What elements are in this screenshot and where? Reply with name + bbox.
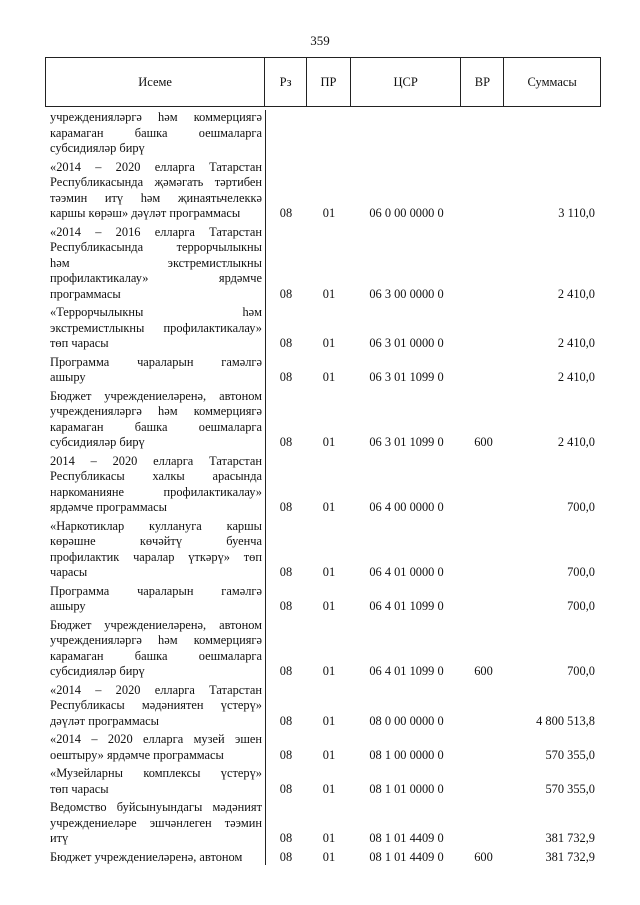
row-vr: 600 bbox=[474, 664, 493, 678]
row-pr: 01 bbox=[322, 713, 336, 728]
row-rz: 08 bbox=[279, 599, 293, 613]
row-name-line: «Музейларны комплексы үстерү» bbox=[50, 766, 262, 780]
row-name-line: «Террорчылыкны һәм bbox=[50, 305, 262, 319]
row-name-line: Программа чараларын гамәлгә bbox=[50, 583, 262, 598]
row-name-line: Бюджет учреждениеләренә, автоном bbox=[50, 849, 243, 864]
row-name-line: карамаган башка оешмаларга bbox=[50, 125, 262, 140]
table-row bbox=[45, 454, 601, 516]
header-vr: ВР bbox=[461, 58, 504, 106]
row-pr: 01 bbox=[322, 336, 336, 350]
row-rz: 08 bbox=[279, 336, 293, 350]
row-rz: 08 bbox=[279, 849, 293, 864]
table-row bbox=[45, 160, 601, 222]
row-name bbox=[45, 584, 265, 615]
row-pr: 01 bbox=[322, 849, 336, 864]
row-rz: 08 bbox=[279, 664, 293, 678]
table-row bbox=[45, 683, 601, 730]
row-name-line: экстремистлыкны профилактикалау» bbox=[50, 320, 262, 335]
row-name-line: чарасы bbox=[50, 565, 88, 579]
table-body bbox=[45, 110, 601, 865]
row-sum: 2 410,0 bbox=[557, 336, 595, 350]
row-name-line: Республикасы мәдәниятен үстерү» bbox=[50, 698, 262, 712]
row-name-line: учрежденияләргә һәм коммерциягә bbox=[50, 633, 262, 647]
table-row bbox=[45, 519, 601, 581]
row-csr: 06 4 01 1099 0 bbox=[369, 599, 444, 613]
row-name-line: төп чарасы bbox=[50, 781, 109, 796]
column-divider bbox=[265, 110, 266, 865]
row-rz: 08 bbox=[279, 781, 293, 796]
row-name bbox=[45, 732, 265, 763]
row-name-line: карамаган башка оешмаларга bbox=[50, 648, 262, 663]
row-name-line: Республикасы халкы арасында bbox=[50, 469, 262, 483]
row-pr: 01 bbox=[322, 435, 336, 449]
row-sum: 3 110,0 bbox=[558, 206, 595, 220]
row-pr: 01 bbox=[322, 664, 336, 678]
row-name-line: Бюджет учреждениеләренә, автоном bbox=[50, 617, 262, 632]
row-name-line: тәэмин итү һәм җинаятьчелеккә bbox=[50, 190, 262, 205]
row-name-line: учрежденияләргә һәм коммерциягә bbox=[50, 110, 262, 124]
row-rz: 08 bbox=[279, 286, 293, 301]
table-row bbox=[45, 618, 601, 680]
row-name-line: программасы bbox=[50, 286, 121, 301]
row-name-line: итү bbox=[50, 831, 69, 845]
row-name-line: каршы көрәш» дәүләт программасы bbox=[50, 206, 241, 220]
row-name-line: субсидияләр бирү bbox=[50, 664, 145, 678]
table-row bbox=[45, 732, 601, 763]
row-csr: 06 4 00 0000 0 bbox=[369, 500, 444, 514]
row-csr: 06 3 01 1099 0 bbox=[369, 370, 444, 384]
row-csr: 08 0 00 0000 0 bbox=[369, 713, 444, 728]
row-csr: 06 4 01 1099 0 bbox=[369, 664, 444, 678]
row-vr: 600 bbox=[474, 849, 493, 864]
row-sum: 4 800 513,8 bbox=[536, 713, 595, 728]
row-sum: 700,0 bbox=[567, 599, 595, 613]
table-row bbox=[45, 850, 601, 866]
row-csr: 06 3 00 0000 0 bbox=[369, 286, 444, 301]
row-rz: 08 bbox=[279, 370, 293, 384]
budget-table bbox=[45, 57, 601, 865]
row-name-line: дәүләт программасы bbox=[50, 713, 159, 728]
row-name-line: төп чарасы bbox=[50, 336, 109, 350]
row-name bbox=[45, 683, 265, 730]
row-pr: 01 bbox=[322, 599, 336, 613]
row-rz: 08 bbox=[279, 435, 293, 449]
row-pr: 01 bbox=[322, 286, 336, 301]
row-name-line: Бюджет учреждениеләренә, автоном bbox=[50, 388, 262, 403]
row-name bbox=[45, 519, 265, 581]
row-sum: 700,0 bbox=[567, 664, 595, 678]
table-header bbox=[45, 57, 601, 107]
row-pr: 01 bbox=[322, 370, 336, 384]
row-rz: 08 bbox=[279, 713, 293, 728]
row-sum: 570 355,0 bbox=[545, 781, 595, 796]
row-csr: 06 3 01 1099 0 bbox=[369, 435, 444, 449]
row-rz: 08 bbox=[279, 500, 293, 514]
row-pr: 01 bbox=[322, 500, 336, 514]
table-row bbox=[45, 355, 601, 386]
row-name-line: ярдәмче программасы bbox=[50, 500, 167, 514]
row-name-line: Республикасында террорчылыкны bbox=[50, 240, 262, 254]
header-rz: Рз bbox=[265, 58, 307, 106]
row-name bbox=[45, 766, 265, 797]
row-name bbox=[45, 850, 265, 866]
row-name-line: «Наркотиклар куллануга каршы bbox=[50, 518, 262, 533]
row-name-line: субсидияләр бирү bbox=[50, 435, 145, 449]
table-row bbox=[45, 584, 601, 615]
row-name bbox=[45, 305, 265, 352]
header-name: Исеме bbox=[46, 58, 265, 106]
header-sum: Суммасы bbox=[527, 74, 577, 89]
row-csr: 08 1 00 0000 0 bbox=[369, 747, 444, 762]
row-name bbox=[45, 618, 265, 680]
row-pr: 01 bbox=[322, 747, 336, 762]
row-csr: 08 1 01 4409 0 bbox=[369, 849, 444, 864]
header-csr: ЦСР bbox=[351, 58, 462, 106]
row-sum: 700,0 bbox=[567, 565, 595, 579]
row-name bbox=[45, 110, 265, 157]
row-sum: 570 355,0 bbox=[545, 747, 595, 762]
row-csr: 08 1 01 0000 0 bbox=[369, 781, 444, 796]
row-name-line: Программа чараларын гамәлгә bbox=[50, 354, 262, 369]
row-sum: 381 732,9 bbox=[545, 849, 595, 864]
row-name-line: «2014 – 2016 елларга Татарстан bbox=[50, 224, 262, 239]
row-csr: 06 4 01 0000 0 bbox=[369, 565, 444, 579]
table-row bbox=[45, 766, 601, 797]
row-name-line: оештыру» ярдәмче программасы bbox=[50, 747, 224, 762]
row-csr: 06 3 01 0000 0 bbox=[369, 336, 444, 350]
row-name-line: профилактик чаралар үткәрү» төп bbox=[50, 549, 262, 564]
row-name-line: карамаган башка оешмаларга bbox=[50, 419, 262, 434]
row-sum: 700,0 bbox=[567, 500, 595, 514]
row-name-line: наркоманияне профилактикалау» bbox=[50, 484, 262, 499]
row-pr: 01 bbox=[322, 206, 336, 220]
row-name bbox=[45, 225, 265, 303]
row-pr: 01 bbox=[322, 831, 336, 845]
row-name-line: учрежденияләргә һәм коммерциягә bbox=[50, 404, 262, 418]
row-name bbox=[45, 355, 265, 386]
row-sum: 2 410,0 bbox=[557, 286, 595, 301]
row-name bbox=[45, 454, 265, 516]
row-name-line: 2014 – 2020 елларга Татарстан bbox=[50, 453, 262, 468]
row-name-line: Ведомство буйсынуындагы мәдәният bbox=[50, 800, 262, 814]
table-row bbox=[45, 110, 601, 157]
row-csr: 06 0 00 0000 0 bbox=[369, 206, 444, 220]
row-rz: 08 bbox=[279, 565, 293, 579]
row-name-line: «2014 – 2020 елларга Татарстан bbox=[50, 682, 262, 697]
header-pr: ПР bbox=[307, 58, 351, 106]
row-name-line: көрәшне көчәйтү буенча bbox=[50, 534, 262, 548]
row-name-line: ашыру bbox=[50, 599, 86, 613]
row-name-line: субсидияләр бирү bbox=[50, 141, 145, 155]
row-name bbox=[45, 160, 265, 222]
row-rz: 08 bbox=[279, 206, 293, 220]
row-sum: 381 732,9 bbox=[545, 831, 595, 845]
row-name bbox=[45, 389, 265, 451]
row-name-line: ашыру bbox=[50, 370, 86, 384]
row-name-line: Республикасында җәмәгать тәртибен bbox=[50, 175, 262, 189]
table-row bbox=[45, 389, 601, 451]
row-name bbox=[45, 800, 265, 847]
row-name-line: учреждениеләре эшчәнлеген тәэмин bbox=[50, 815, 262, 830]
row-rz: 08 bbox=[279, 831, 293, 845]
table-row bbox=[45, 225, 601, 303]
row-csr: 08 1 01 4409 0 bbox=[369, 831, 444, 845]
row-pr: 01 bbox=[322, 565, 336, 579]
row-sum: 2 410,0 bbox=[557, 370, 595, 384]
row-sum: 2 410,0 bbox=[557, 435, 595, 449]
row-name-line: һәм экстремистлыкны bbox=[50, 255, 262, 270]
page-number: 359 bbox=[310, 33, 330, 48]
row-name-line: «2014 – 2020 елларга Татарстан bbox=[50, 159, 262, 174]
row-rz: 08 bbox=[279, 747, 293, 762]
row-pr: 01 bbox=[322, 781, 336, 796]
table-row bbox=[45, 305, 601, 352]
row-vr: 600 bbox=[474, 435, 493, 449]
row-name-line: профилактикалау» ярдәмче bbox=[50, 271, 262, 285]
row-name-line: «2014 – 2020 елларга музей эшен bbox=[50, 732, 262, 746]
table-row bbox=[45, 800, 601, 847]
